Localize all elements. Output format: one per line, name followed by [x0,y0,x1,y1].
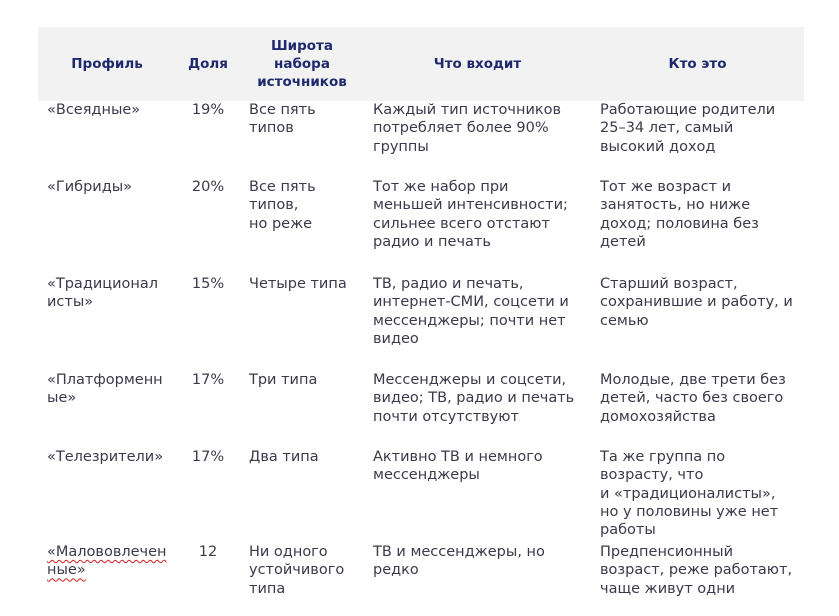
header-who: Кто это [591,27,804,101]
cell-breadth: Все пять типов, но реже [249,179,316,232]
cell-share: 17% [191,449,225,465]
cell-who: Предпенсионный возраст, реже работают, чаще живут одни [600,544,793,597]
cell-who: Работающие родители 25–34 лет, самый высокий доход [600,102,776,155]
cell-who: Молодые, две трети без детей, часто без своего домохозяйства [600,372,786,425]
cell-includes: Мессенджеры и соцсети, видео; ТВ, радио и печать почти отсутствуют [373,372,575,425]
cell-breadth: Четыре типа [249,276,347,292]
cell-profile: «Традиционалисты» [47,276,159,311]
header-row [38,27,804,101]
cell-profile: «Платформенные» [47,372,163,407]
cell-includes: Активно ТВ и немного мессенджеры [373,449,543,484]
table-row [38,178,804,275]
spellcheck-flagged-word: «Малововлеченные» [47,544,167,579]
cell-share: 12 [198,544,218,560]
header-share: Доля [176,27,240,101]
table-body [38,101,804,605]
header-includes: Что входит [364,27,591,101]
cell-share: 15% [191,276,225,292]
cell-who: Та же группа по возрасту, что и «традиционалисты», но у половины уже нет работы [600,449,779,539]
cell-breadth: Два типа [249,449,319,465]
table-row [38,543,804,605]
table-row [38,275,804,371]
cell-includes: Каждый тип источников потребляет более 90% группы [373,102,562,155]
table-header [38,27,804,101]
cell-includes: Тот же набор при меньшей интенсивности; сильнее всего отстают радио и печать [373,179,568,250]
cell-share: 20% [191,179,225,195]
cell-share: 19% [191,102,225,118]
table-row [38,101,804,178]
cell-profile: «Гибриды» [47,179,133,195]
cell-breadth: Ни одного устойчивого типа [249,544,345,597]
cell-share: 17% [191,372,225,388]
cell-breadth: Три типа [249,372,318,388]
cell-breadth: Все пять типов [249,102,316,137]
cell-includes: ТВ, радио и печать, интернет-СМИ, соцсети и мессенджеры; почти нет видео [373,276,569,347]
cell-profile: «Всеядные» [47,102,141,118]
table-row [38,448,804,543]
cell-who: Тот же возраст и занятость, но ниже доход; половина без детей [600,179,759,250]
cell-includes: ТВ и мессенджеры, но редко [373,544,545,579]
header-breadth: Широта набора источников [240,27,364,101]
table-row [38,371,804,448]
segments-table [38,27,804,605]
cell-profile: «Телезрители» [47,449,164,465]
cell-profile [38,543,176,605]
cell-who: Старший возраст, сохранившие и работу, и семью [600,276,793,329]
header-profile: Профиль [38,27,176,101]
